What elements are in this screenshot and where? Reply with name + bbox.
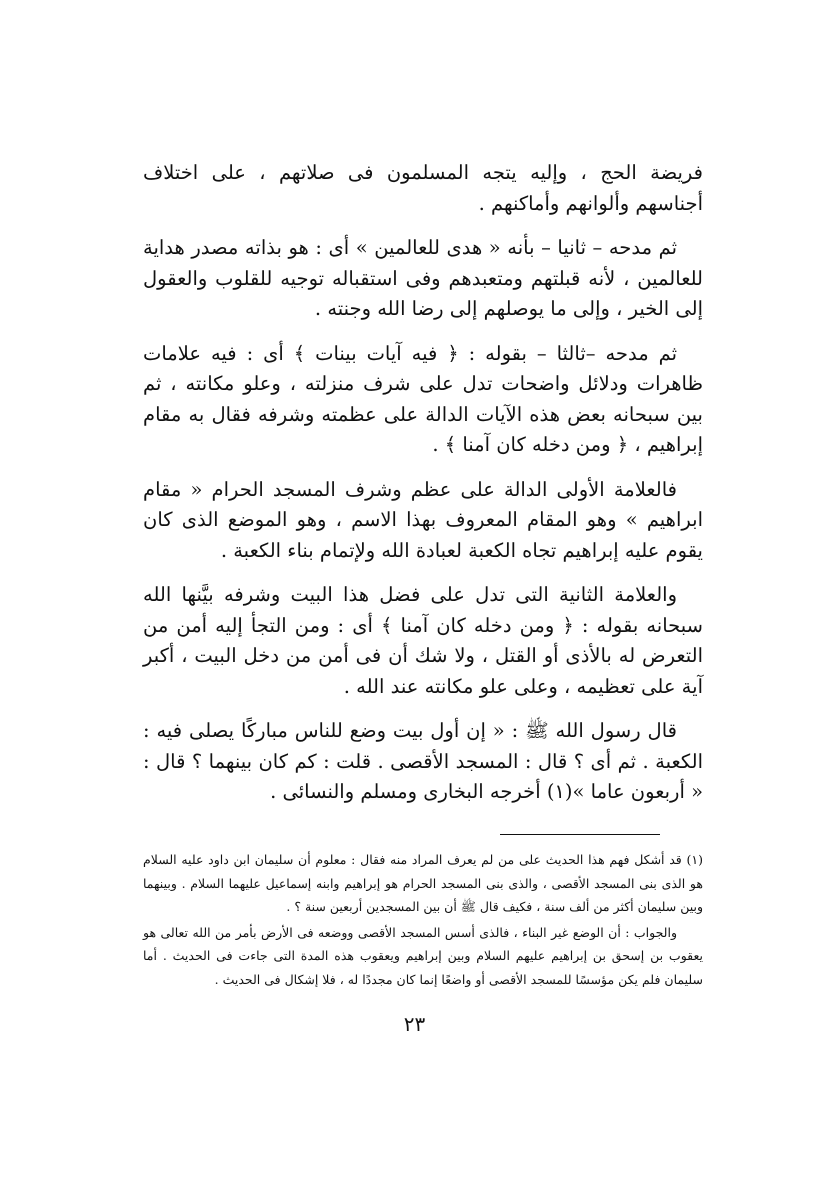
footnote-question: (١) قد أشكل فهم هذا الحديث على من لم يعرف المراد منه فقال : معلوم أن سليمان ابن داود عليه السلام هو الذى بنى المسجد الأقصى ، والذى بنى المسجد الحرام هو إبراهيم وابنه إسماعيل عليهما السلام . وبينهما وبين سليمان أكثر من ألف سنة ، فكيف قال ﷺ أن بين المسجدين أربعين سنة ؟ . bbox=[143, 852, 703, 914]
footnotes bbox=[143, 848, 703, 993]
paragraph-continuation: فريضة الحج ، وإليه يتجه المسلمون فى صلاتهم ، على اختلاف أجناسهم وألوانهم وأماكنهم . bbox=[143, 161, 703, 215]
main-text bbox=[143, 158, 703, 822]
paragraph-second-sign: والعلامة الثانية التى تدل على فضل هذا البيت وشرفه بيَّنها الله سبحانه بقوله : ﴿ ومن دخله كان آمنا ﴾ أى : ومن التجأ إليه أمن من التعرض له بالأذى أو القتل ، ولا شك أن فى أمن من دخل البيت ، أكبر آية على تعظيمه ، وعلى علو مكانته عند الله . bbox=[143, 583, 703, 698]
paragraph-second-praise: ثم مدحه – ثانيا – بأنه « هدى للعالمين » أى : هو بذاته مصدر هداية للعالمين ، لأنه قبلتهم ومتعبدهم وفى استقباله توجيه للقلوب والعقول إلى الخير ، وإلى ما يوصلهم إلى رضا الله وجنته . bbox=[143, 236, 703, 320]
footnote-answer: والجواب : أن الوضع غير البناء ، فالذى أسس المسجد الأقصى ووضعه فى الأرض بأمر من الله تعالى هو يعقوب بن إسحق بن إبراهيم عليهم السلام وبين إبراهيم ويعقوب هذه المدة التى جاءت فى الحديث . أما سليمان فلم يكن مؤسسًا للمسجد الأقصى أو واضعًا إنما كان مجددًا له ، فلا إشكال فى الحديث . bbox=[143, 924, 703, 987]
paragraph-first-sign: فالعلامة الأولى الدالة على عظم وشرف المسجد الحرام « مقام ابراهيم » وهو المقام المعروف بهذا الاسم ، وهو الموضع الذى كان يقوم عليه إبراهيم تجاه الكعبة لعبادة الله ولإتمام بناء الكعبة . bbox=[143, 477, 703, 562]
page-number: ٢٣ bbox=[403, 1012, 426, 1036]
paragraph-third-praise: ثم مدحه –ثالثا – بقوله : ﴿ فيه آيات بينات ﴾ أى : فيه علامات ظاهرات ودلائل واضحات تدل على شرف منزلته ، وعلو مكانته ، ثم بين سبحانه بعض هذه الآيات الدالة على عظمته وشرفه فقال به مقام إبراهيم ، ﴿ ومن دخله كان آمنا ﴾ . bbox=[143, 341, 703, 456]
footnote-separator bbox=[500, 834, 660, 835]
paragraph-hadith: قال رسول الله ﷺ : « إن أول بيت وضع للناس مباركًا يصلى فيه : الكعبة . ثم أى ؟ قال : المسجد الأقصى . قلت : كم كان بينهما ؟ قال : « أربعون عاما »(١) أخرجه البخارى ومسلم والنسائى . bbox=[143, 719, 703, 803]
